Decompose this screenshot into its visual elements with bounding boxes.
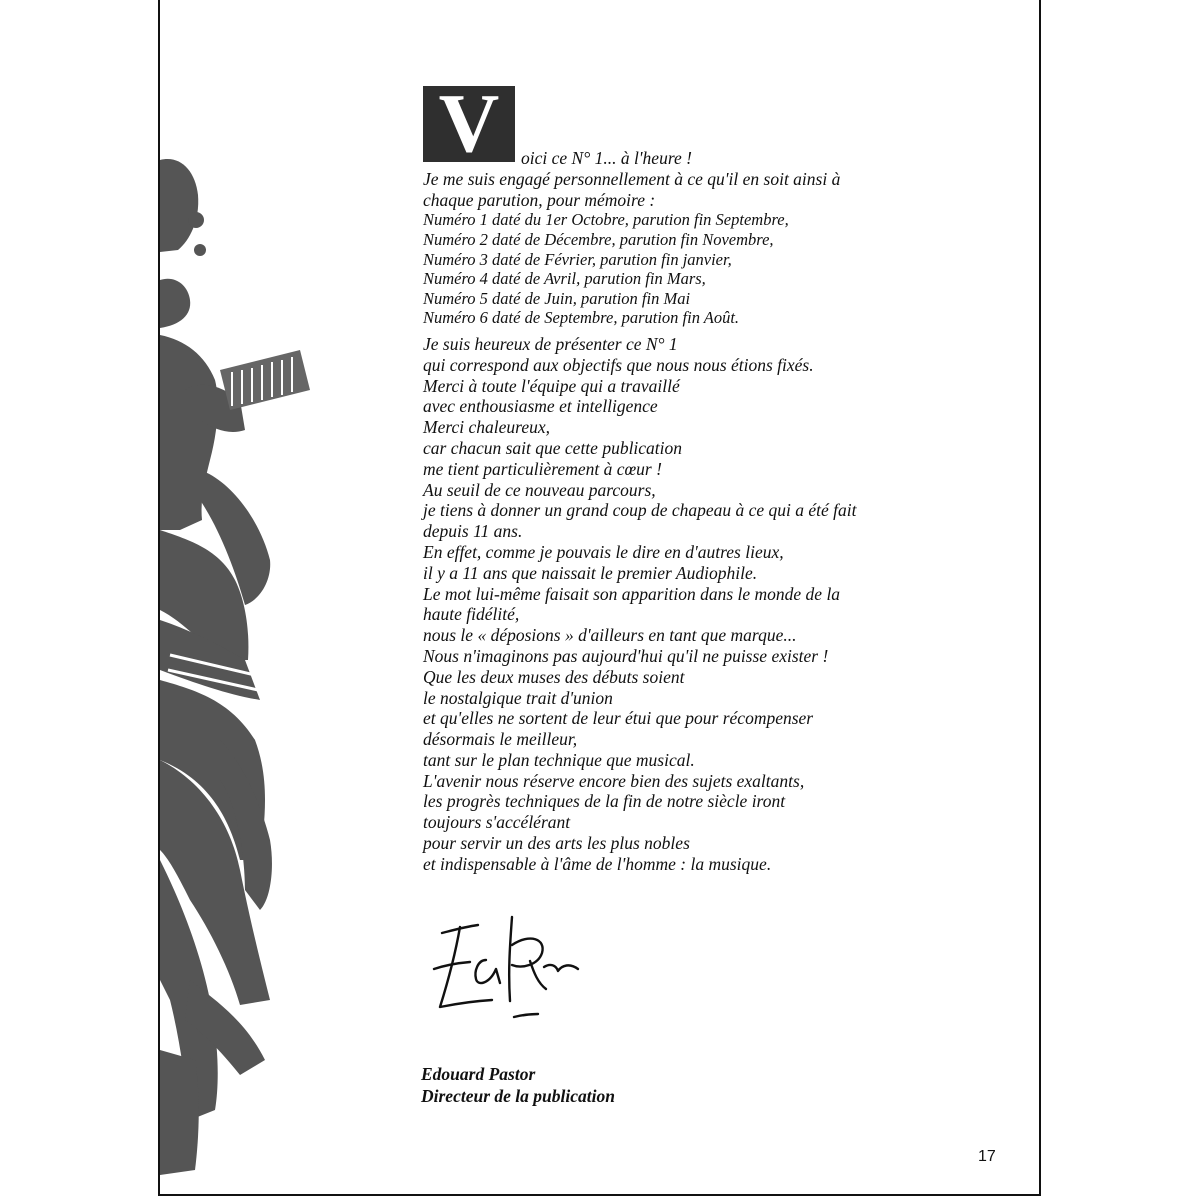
body-line: haute fidélité, — [423, 604, 520, 625]
schedule-item: Numéro 1 daté du 1er Octobre, parution fin Septembre, — [423, 210, 789, 230]
body-line: toujours s'accélérant — [423, 812, 571, 833]
body-line: L'avenir nous réserve encore bien des sujets exaltants, — [423, 770, 805, 791]
body-line: pour servir un des arts les plus nobles — [423, 833, 690, 854]
body-line: il y a 11 ans que naissait le premier Audiophile. — [423, 562, 758, 583]
body-line: depuis 11 ans. — [423, 521, 523, 542]
body-line: avec enthousiasme et intelligence — [423, 396, 658, 417]
body-line: et indispensable à l'âme de l'homme : la musique. — [423, 853, 772, 874]
opening-line: oici ce N° 1... à l'heure ! — [521, 148, 692, 168]
schedule-item: Numéro 6 daté de Septembre, parution fin Août. — [423, 308, 740, 328]
signatory-title: Directeur de la publication — [421, 1086, 615, 1106]
body-line: me tient particulièrement à cœur ! — [423, 458, 662, 479]
body-line: les progrès techniques de la fin de notre siècle iront — [423, 791, 786, 812]
muse-illustration — [160, 100, 390, 1180]
schedule-item: Numéro 2 daté de Décembre, parution fin Novembre, — [423, 229, 774, 249]
body-line: Que les deux muses des débuts soient — [423, 666, 685, 687]
signatory — [421, 1063, 615, 1107]
body-line: Nous n'imaginons pas aujourd'hui qu'il ne puisse exister ! — [423, 645, 829, 666]
body-line: Je suis heureux de présenter ce N° 1 — [423, 333, 678, 354]
intro-line: Je me suis engagé personnellement à ce qu'il en soit ainsi à — [423, 168, 841, 189]
body-line: désormais le meilleur, — [423, 729, 578, 750]
signatory-name: Edouard Pastor — [421, 1064, 536, 1084]
body-line: Le mot lui-même faisait son apparition dans le monde de la — [423, 583, 841, 604]
editorial-text — [423, 77, 983, 875]
body-line: tant sur le plan technique que musical. — [423, 749, 695, 770]
intro-line: chaque parution, pour mémoire : — [423, 189, 656, 210]
drop-cap: V — [423, 86, 515, 162]
page-number: 17 — [978, 1148, 996, 1165]
schedule-item: Numéro 5 daté de Juin, parution fin Mai — [423, 288, 691, 308]
body-line: Au seuil de ce nouveau parcours, — [423, 479, 656, 500]
body-line: nous le « déposions » d'ailleurs en tant que marque... — [423, 625, 797, 646]
body-line: je tiens à donner un grand coup de chapeau à ce qui a été fait — [423, 500, 857, 521]
publication-schedule — [423, 210, 983, 328]
body-line: Merci à toute l'équipe qui a travaillé — [423, 375, 680, 396]
handwritten-signature — [420, 905, 600, 1025]
body-line: le nostalgique trait d'union — [423, 687, 613, 708]
body-line: Merci chaleureux, — [423, 417, 550, 438]
body-paragraph — [423, 334, 983, 875]
schedule-item: Numéro 4 daté de Avril, parution fin Mars, — [423, 269, 706, 289]
body-line: En effet, comme je pouvais le dire en d'autres lieux, — [423, 541, 784, 562]
body-line: car chacun sait que cette publication — [423, 437, 683, 458]
body-line: et qu'elles ne sortent de leur étui que pour récompenser — [423, 708, 814, 729]
schedule-item: Numéro 3 daté de Février, parution fin janvier, — [423, 249, 732, 269]
body-line: qui correspond aux objectifs que nous nous étions fixés. — [423, 354, 814, 375]
